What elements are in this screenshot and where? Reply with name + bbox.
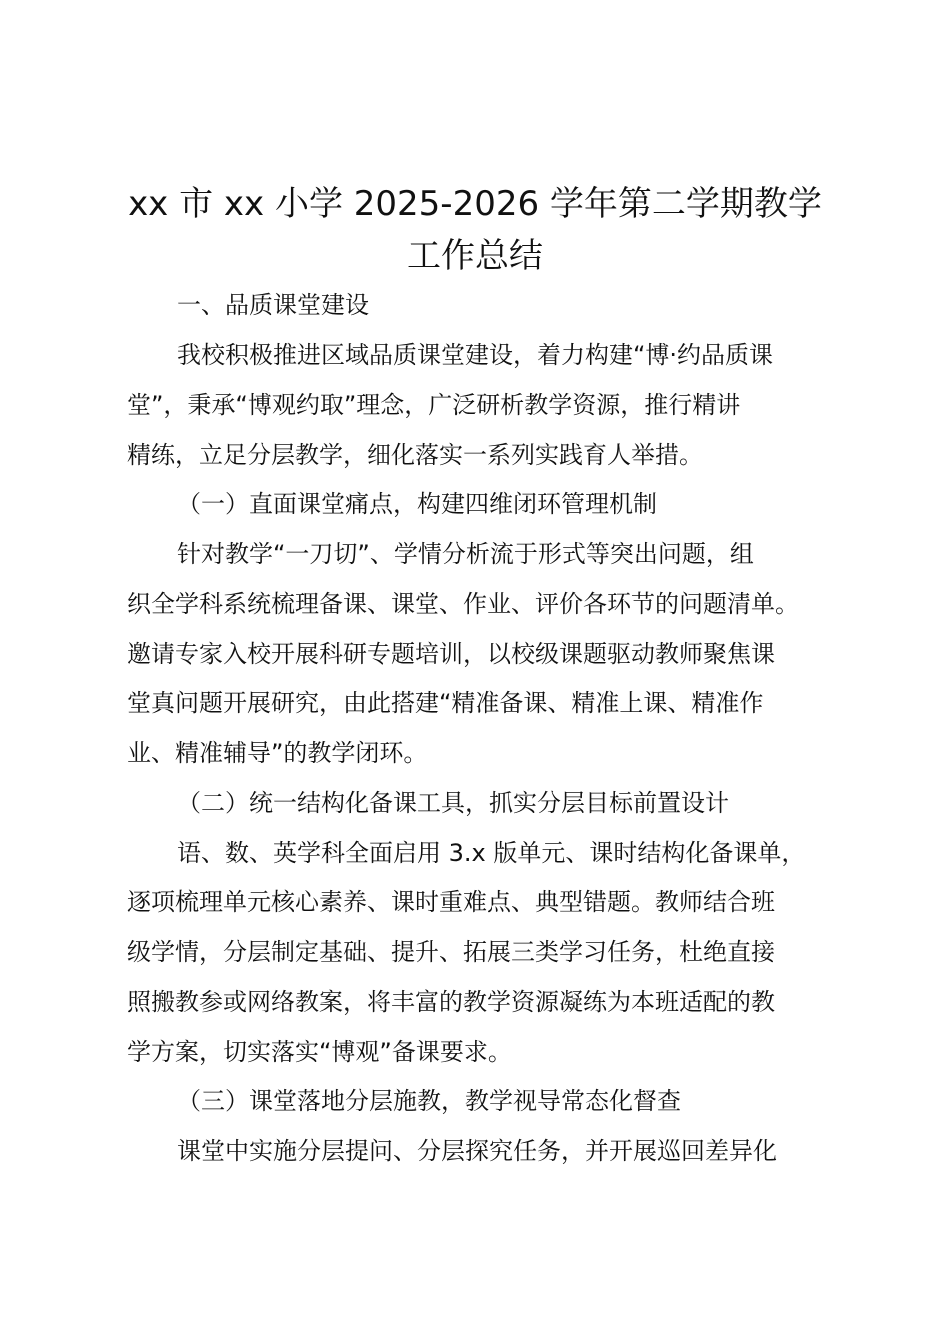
document-title-line-1: xx 市 xx 小学 2025-2026 学年第二学期教学 xyxy=(128,184,822,224)
paragraph-line: 我校积极推进区域品质课堂建设，着力构建“博·约品质课 xyxy=(177,341,774,369)
paragraph-line: 学方案，切实落实“博观”备课要求。 xyxy=(127,1038,512,1066)
paragraph-line: 精练，立足分层教学，细化落实一系列实践育人举措。 xyxy=(127,441,703,469)
paragraph-line: 业、精准辅导”的教学闭环。 xyxy=(127,739,428,767)
section-heading: 一、品质课堂建设 xyxy=(177,291,369,319)
subsection-heading: （二）统一结构化备课工具，抓实分层目标前置设计 xyxy=(177,789,729,817)
paragraph-line: 照搬教参或网络教案，将丰富的教学资源凝练为本班适配的教 xyxy=(127,988,775,1016)
paragraph-line: 堂真问题开展研究，由此搭建“精准备课、精准上课、精准作 xyxy=(127,689,764,717)
subsection-heading: （一）直面课堂痛点，构建四维闭环管理机制 xyxy=(177,490,657,518)
subsection-heading: （三）课堂落地分层施教，教学视导常态化督查 xyxy=(177,1087,681,1115)
document-title-line-2: 工作总结 xyxy=(407,236,543,276)
paragraph-line: 邀请专家入校开展科研专题培训，以校级课题驱动教师聚焦课 xyxy=(127,640,775,668)
paragraph-line: 针对教学“一刀切”、学情分析流于形式等突出问题，组 xyxy=(177,540,754,568)
paragraph-line: 级学情，分层制定基础、提升、拓展三类学习任务，杜绝直接 xyxy=(127,938,775,966)
paragraph-line: 堂”，秉承“博观约取”理念，广泛研析教学资源，推行精讲 xyxy=(127,391,741,419)
paragraph-line: 逐项梳理单元核心素养、课时重难点、典型错题。教师结合班 xyxy=(127,888,775,916)
paragraph-line: 织全学科系统梳理备课、课堂、作业、评价各环节的问题清单。 xyxy=(127,590,799,618)
paragraph-line: 语、数、英学科全面启用 3.x 版单元、课时结构化备课单， xyxy=(177,839,806,867)
paragraph-line: 课堂中实施分层提问、分层探究任务，并开展巡回差异化 xyxy=(177,1137,777,1165)
